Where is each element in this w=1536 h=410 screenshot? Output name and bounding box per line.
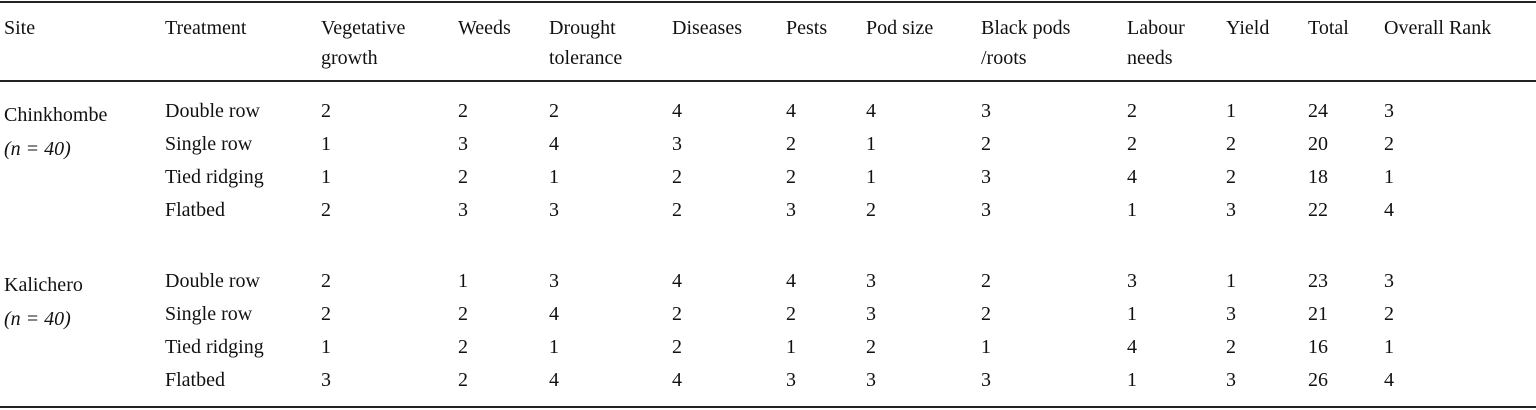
yield-cell: 1: [1226, 270, 1236, 292]
labour-needs-cell: 4: [1127, 166, 1137, 188]
vegetative-growth-cell: 1: [321, 336, 331, 358]
black-pods-roots-cell: 2: [981, 303, 991, 325]
drought-tolerance-cell: 1: [549, 166, 559, 188]
black-pods-roots-cell: 1: [981, 336, 991, 358]
labour-needs-cell: 2: [1127, 100, 1137, 122]
pests-cell: 2: [786, 303, 796, 325]
drought-tolerance-cell: 3: [549, 199, 559, 221]
vegetative-growth-cell: 2: [321, 303, 331, 325]
column-header: needs: [1127, 47, 1173, 69]
pests-cell: 2: [786, 133, 796, 155]
treatment-name: Single row: [165, 133, 253, 155]
column-header: /roots: [981, 47, 1027, 69]
top-rule: [0, 1, 1536, 3]
pests-cell: 1: [786, 336, 796, 358]
labour-needs-cell: 4: [1127, 336, 1137, 358]
diseases-cell: 2: [672, 166, 682, 188]
column-header: Total: [1308, 17, 1349, 39]
yield-cell: 3: [1226, 303, 1236, 325]
treatment-name: Flatbed: [165, 369, 225, 391]
site-name: Chinkhombe: [4, 104, 108, 126]
vegetative-growth-cell: 1: [321, 133, 331, 155]
treatment-name: Single row: [165, 303, 253, 325]
overall-rank-cell: 2: [1384, 303, 1394, 325]
treatment-name: Tied ridging: [165, 166, 264, 188]
labour-needs-cell: 1: [1127, 369, 1137, 391]
site-name: Kalichero: [4, 274, 83, 296]
site-sample-size: (n = 40): [4, 308, 71, 330]
pod-size-cell: 3: [866, 369, 876, 391]
treatment-name: Double row: [165, 100, 260, 122]
yield-cell: 3: [1226, 369, 1236, 391]
pests-cell: 4: [786, 270, 796, 292]
pod-size-cell: 3: [866, 303, 876, 325]
weeds-cell: 2: [458, 166, 468, 188]
column-header: Labour: [1127, 17, 1185, 39]
site-sample-size: (n = 40): [4, 138, 71, 160]
labour-needs-cell: 2: [1127, 133, 1137, 155]
yield-cell: 1: [1226, 100, 1236, 122]
pests-cell: 4: [786, 100, 796, 122]
pod-size-cell: 1: [866, 166, 876, 188]
pests-cell: 3: [786, 369, 796, 391]
column-header: Vegetative: [321, 17, 406, 39]
pod-size-cell: 1: [866, 133, 876, 155]
total-cell: 24: [1308, 100, 1328, 122]
overall-rank-cell: 1: [1384, 336, 1394, 358]
yield-cell: 3: [1226, 199, 1236, 221]
vegetative-growth-cell: 2: [321, 100, 331, 122]
weeds-cell: 3: [458, 133, 468, 155]
diseases-cell: 2: [672, 303, 682, 325]
overall-rank-cell: 2: [1384, 133, 1394, 155]
column-header: Site: [4, 17, 36, 39]
diseases-cell: 4: [672, 270, 682, 292]
total-cell: 18: [1308, 166, 1328, 188]
weeds-cell: 1: [458, 270, 468, 292]
drought-tolerance-cell: 4: [549, 303, 559, 325]
overall-rank-cell: 1: [1384, 166, 1394, 188]
weeds-cell: 2: [458, 336, 468, 358]
black-pods-roots-cell: 3: [981, 166, 991, 188]
black-pods-roots-cell: 3: [981, 100, 991, 122]
column-header: Weeds: [458, 17, 511, 39]
diseases-cell: 4: [672, 369, 682, 391]
drought-tolerance-cell: 3: [549, 270, 559, 292]
vegetative-growth-cell: 2: [321, 199, 331, 221]
column-header: Black pods: [981, 17, 1071, 39]
diseases-cell: 4: [672, 100, 682, 122]
column-header: Pests: [786, 17, 828, 39]
overall-rank-cell: 3: [1384, 100, 1394, 122]
vegetative-growth-cell: 1: [321, 166, 331, 188]
column-header: Treatment: [165, 17, 247, 39]
weeds-cell: 2: [458, 100, 468, 122]
treatment-name: Flatbed: [165, 199, 225, 221]
bottom-rule: [0, 406, 1536, 408]
column-header: Diseases: [672, 17, 742, 39]
pod-size-cell: 2: [866, 336, 876, 358]
labour-needs-cell: 1: [1127, 199, 1137, 221]
overall-rank-cell: 4: [1384, 199, 1394, 221]
black-pods-roots-cell: 3: [981, 369, 991, 391]
vegetative-growth-cell: 2: [321, 270, 331, 292]
weeds-cell: 2: [458, 303, 468, 325]
weeds-cell: 3: [458, 199, 468, 221]
column-header: Yield: [1226, 17, 1270, 39]
pests-cell: 3: [786, 199, 796, 221]
diseases-cell: 2: [672, 199, 682, 221]
pod-size-cell: 2: [866, 199, 876, 221]
diseases-cell: 2: [672, 336, 682, 358]
labour-needs-cell: 1: [1127, 303, 1137, 325]
total-cell: 21: [1308, 303, 1328, 325]
column-header: Pod size: [866, 17, 934, 39]
pests-cell: 2: [786, 166, 796, 188]
drought-tolerance-cell: 2: [549, 100, 559, 122]
overall-rank-cell: 3: [1384, 270, 1394, 292]
pod-size-cell: 4: [866, 100, 876, 122]
column-header: Overall Rank: [1384, 17, 1492, 39]
treatment-name: Tied ridging: [165, 336, 264, 358]
total-cell: 23: [1308, 270, 1328, 292]
column-header: tolerance: [549, 47, 623, 69]
drought-tolerance-cell: 1: [549, 336, 559, 358]
yield-cell: 2: [1226, 336, 1236, 358]
drought-tolerance-cell: 4: [549, 133, 559, 155]
header-rule: [0, 80, 1536, 82]
drought-tolerance-cell: 4: [549, 369, 559, 391]
diseases-cell: 3: [672, 133, 682, 155]
black-pods-roots-cell: 2: [981, 270, 991, 292]
labour-needs-cell: 3: [1127, 270, 1137, 292]
black-pods-roots-cell: 2: [981, 133, 991, 155]
overall-rank-cell: 4: [1384, 369, 1394, 391]
total-cell: 22: [1308, 199, 1328, 221]
yield-cell: 2: [1226, 166, 1236, 188]
total-cell: 26: [1308, 369, 1328, 391]
column-header: Drought: [549, 17, 616, 39]
weeds-cell: 2: [458, 369, 468, 391]
pod-size-cell: 3: [866, 270, 876, 292]
vegetative-growth-cell: 3: [321, 369, 331, 391]
total-cell: 16: [1308, 336, 1328, 358]
column-header: growth: [321, 47, 378, 69]
total-cell: 20: [1308, 133, 1328, 155]
treatment-name: Double row: [165, 270, 260, 292]
black-pods-roots-cell: 3: [981, 199, 991, 221]
yield-cell: 2: [1226, 133, 1236, 155]
